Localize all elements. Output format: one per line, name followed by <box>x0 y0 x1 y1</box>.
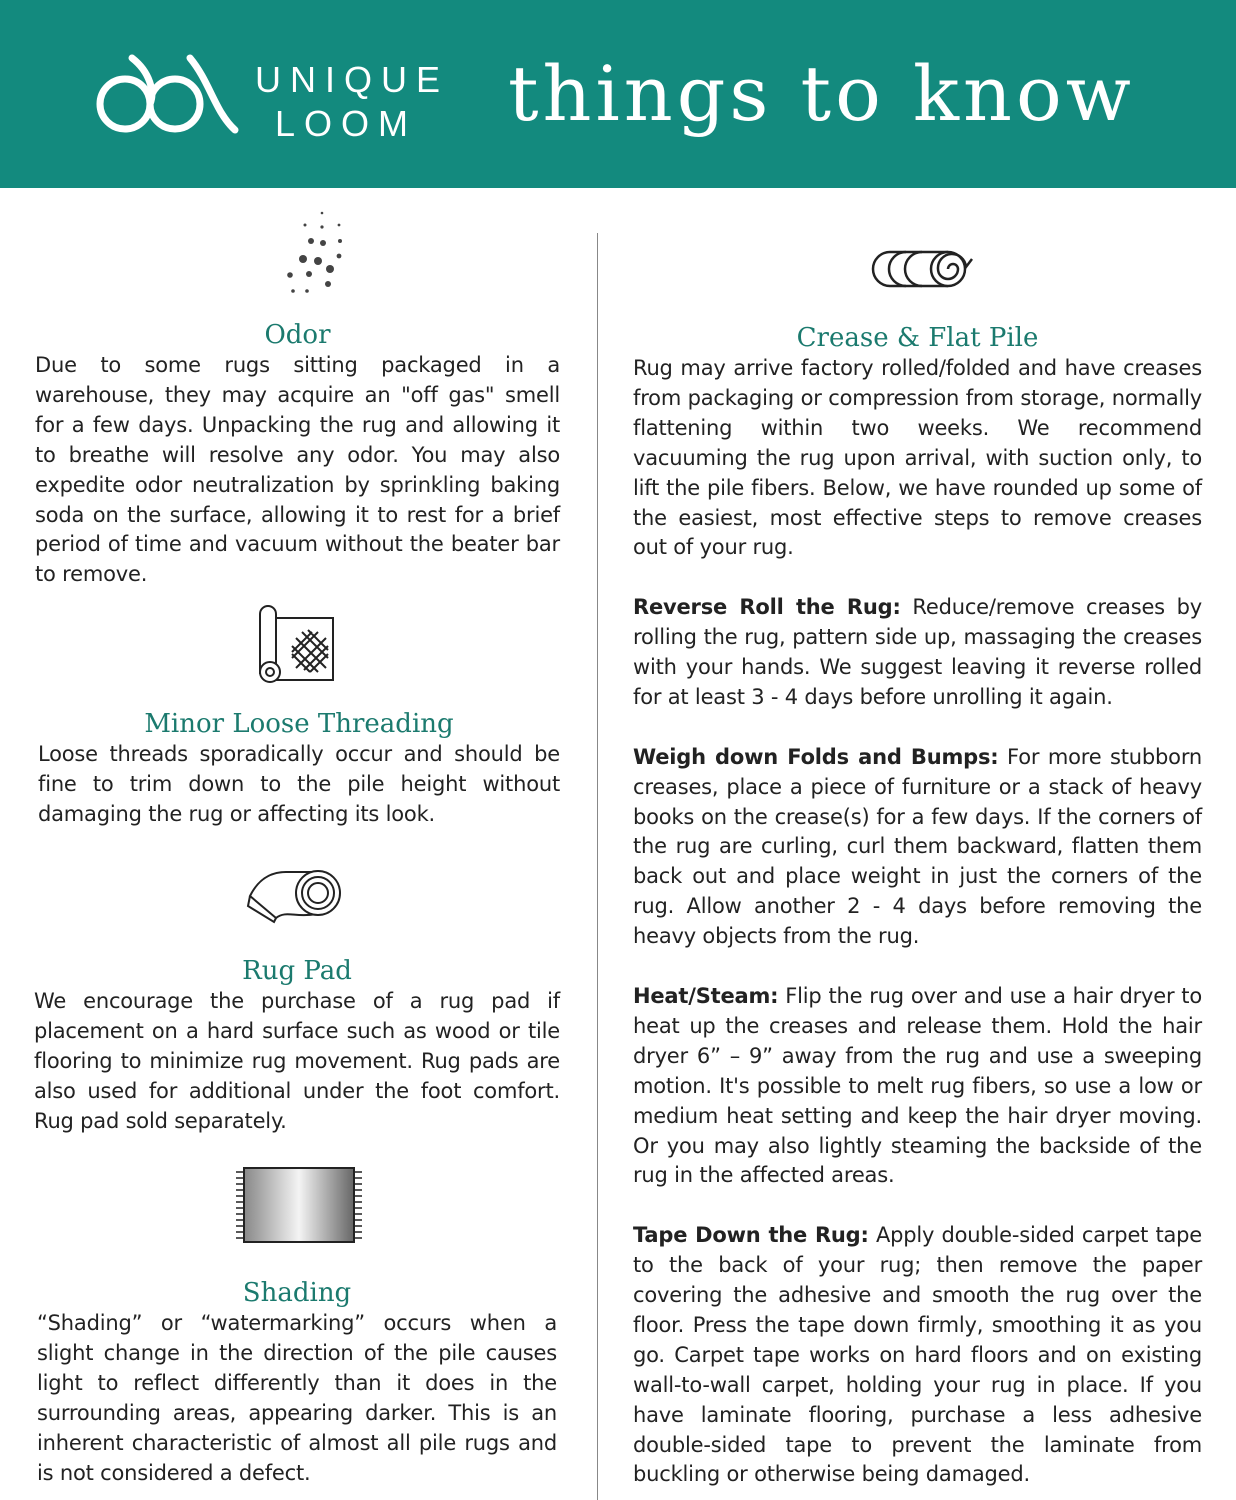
step-tape-down <box>633 1221 1202 1490</box>
step-label: Reverse Roll the Rug: <box>633 595 901 620</box>
section-text: Loose threads sporadically occur and should be fine to trim down to the pile height without damaging the rug or affecting its look. <box>38 742 560 826</box>
section-text: “Shading” or “watermarking” occurs when a slight change in the direction of the pile causes light to reflect differently than it does in the surrounding areas, appearing darker. This is an inherent characteristic of almost all pile rugs and is not considered a defect. <box>37 1311 557 1485</box>
brand-line-1: UNIQUE <box>255 59 450 100</box>
section-rug-pad <box>34 955 560 1137</box>
brand-line-2: LOOM <box>275 103 418 144</box>
section-odor <box>35 319 560 590</box>
section-title: Rug Pad <box>242 956 352 986</box>
step-heat-steam <box>633 982 1202 1191</box>
step-reverse-roll <box>633 593 1202 713</box>
section-title: Minor Loose Threading <box>144 709 454 739</box>
step-text: Reduce/remove creases by rolling the rug, pattern side up, massaging the creases with your hands. We suggest leaving it reverse rolled for at least 3 - 4 days before unrolling it again. <box>633 595 1202 709</box>
page-title: things to know <box>508 49 1135 138</box>
section-minor-loose-threading <box>38 708 560 830</box>
section-shading <box>37 1277 557 1488</box>
rolled-pad-icon <box>246 866 346 926</box>
section-title: Odor <box>264 320 331 350</box>
step-text: For more stubborn creases, place a piece of furniture or a stack of heavy books on the crease(s) for a few days. If the corners of the rug are curling, curl them backward, flatten them back out and place weight in just the corners of the rug. Allow another 2 - 4 days before removing the heavy objects from the rug. <box>633 744 1202 949</box>
step-label: Heat/Steam: <box>633 983 779 1008</box>
section-text: We encourage the purchase of a rug pad if placement on a hard surface such as wood or tile flooring to minimize rug movement. Rug pads are also used for additional under the foot comfort. Rug pad sold separately. <box>34 989 560 1133</box>
unique-loom-logo-icon <box>95 52 240 137</box>
section-intro: Rug may arrive factory rolled/folded and have creases from packaging or compression from storage, normally flattening within two weeks. We recommend vacuuming the rug upon arrival, with suction only, to lift the pile fibers. Below, we have rounded up some of the easiest, most effective steps to remove creases out of your rug. <box>633 356 1202 560</box>
step-text: Apply double-sided carpet tape to the back of your rug; then remove the paper covering the adhesive and smooth the rug over the floor. Press the tape down firmly, smoothing it as you go. Carpet tape works on hard floors and on existing wall-to-wall carpet, holding your rug in place. If you have laminate flooring, purchase a less adhesive double-sided tape to prevent the laminate from buckling or otherwise being damaged. <box>633 1223 1202 1487</box>
header-banner <box>0 0 1236 188</box>
step-weigh-down <box>633 743 1202 952</box>
step-label: Tape Down the Rug: <box>633 1223 869 1248</box>
dots-odor-icon <box>282 208 352 298</box>
shaded-rug-icon <box>234 1166 364 1244</box>
brand-wordmark <box>255 58 449 146</box>
section-title: Crease & Flat Pile <box>796 323 1039 353</box>
step-label: Weigh down Folds and Bumps: <box>633 744 999 769</box>
rug-threads-icon <box>256 602 338 684</box>
section-text: Due to some rugs sitting packaged in a warehouse, they may acquire an "off gas" smell for a few days. Unpacking the rug and allowing it to breathe will resolve any odor. You may also expedite odor neutralization by sprinkling baking soda on the surface, allowing it to rest for a brief period of time and vacuum without the beater bar to remove. <box>35 353 560 587</box>
rolled-rug-icon <box>870 246 974 292</box>
step-text: Flip the rug over and use a hair dryer to heat up the creases and release them. Hold the hair dryer 6” – 9” away from the rug and use a sweeping motion. It's possible to melt rug fibers, so use a low or medium heat setting and keep the hair dryer moving. Or you may also lightly steaming the backside of the rug in the affected areas. <box>633 983 1202 1188</box>
section-title: Shading <box>242 1278 352 1308</box>
section-crease-flat-pile <box>633 322 1202 1500</box>
column-divider <box>597 233 598 1500</box>
